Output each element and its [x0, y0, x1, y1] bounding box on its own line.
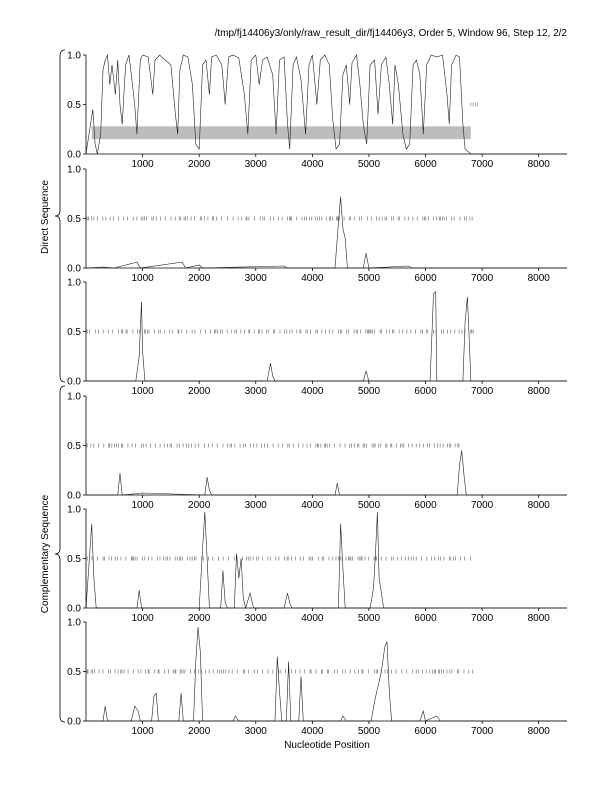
reference-dashes	[87, 330, 473, 334]
x-tick-label: 4000	[301, 273, 324, 284]
x-tick-label: 3000	[244, 273, 267, 284]
x-tick-label: 4000	[301, 159, 324, 170]
direct-sequence-brace	[55, 50, 65, 382]
reference-dashes	[87, 557, 470, 561]
x-tick-label: 7000	[470, 273, 494, 284]
y-tick-label: 1.0	[67, 277, 81, 289]
series-line	[86, 197, 567, 268]
y-tick-label: 1.0	[67, 504, 81, 516]
x-tick-label: 6000	[414, 613, 437, 624]
y-tick-label: 0.0	[67, 490, 81, 502]
x-tick-label: 5000	[357, 159, 381, 170]
y-tick-label: 0.0	[67, 716, 81, 728]
x-tick-label: 7000	[470, 500, 494, 511]
figure-title: /tmp/fj14406y3/only/raw_result_dir/fj14406y3, Order 5, Window 96, Step 12, 2/2	[214, 28, 567, 39]
x-tick-label: 3000	[244, 386, 267, 397]
x-tick-label: 2000	[188, 386, 211, 397]
x-tick-label: 5000	[357, 726, 381, 737]
x-tick-label: 8000	[527, 273, 550, 284]
panels-group	[67, 51, 567, 738]
panel-direct-frame-1	[67, 51, 567, 171]
x-tick-label: 6000	[414, 386, 437, 397]
x-tick-label: 5000	[357, 273, 381, 284]
reference-dashes	[87, 217, 472, 221]
x-tick-label: 6000	[414, 726, 437, 737]
x-tick-label: 4000	[301, 500, 324, 511]
x-tick-label: 1000	[131, 500, 154, 511]
x-tick-label: 7000	[470, 613, 494, 624]
x-tick-label: 2000	[188, 726, 211, 737]
x-tick-label: 3000	[244, 613, 267, 624]
x-tick-label: 8000	[527, 726, 550, 737]
series-line	[86, 450, 567, 495]
threshold-band	[92, 126, 471, 139]
y-tick-label: 0.0	[67, 263, 81, 275]
x-tick-label: 3000	[244, 500, 267, 511]
x-tick-label: 6000	[414, 273, 437, 284]
x-tick-label: 2000	[188, 273, 211, 284]
y-tick-label: 1.0	[67, 617, 81, 629]
x-tick-label: 8000	[527, 159, 550, 170]
x-tick-label: 7000	[470, 726, 494, 737]
panel-direct-frame-3	[67, 278, 567, 398]
y-tick-label: 0.5	[67, 554, 81, 565]
y-tick-label: 0.5	[67, 214, 81, 225]
x-tick-label: 1000	[131, 386, 154, 397]
reference-dashes	[87, 670, 473, 674]
y-tick-label: 0.0	[67, 603, 81, 615]
x-tick-label: 4000	[301, 386, 324, 397]
y-tick-label: 1.0	[67, 50, 81, 62]
x-tick-label: 8000	[527, 386, 550, 397]
y-tick-label: 0.0	[67, 376, 81, 388]
x-tick-label: 1000	[131, 613, 154, 624]
y-tick-label: 1.0	[67, 391, 81, 403]
x-tick-label: 8000	[527, 613, 550, 624]
panel-complementary-frame-3	[67, 618, 567, 738]
x-tick-label: 5000	[357, 500, 381, 511]
reference-dashes	[471, 103, 478, 107]
x-tick-label: 7000	[470, 159, 494, 170]
y-tick-label: 0.5	[67, 100, 81, 111]
x-tick-label: 2000	[188, 159, 211, 170]
x-tick-label: 4000	[301, 613, 324, 624]
direct-sequence-label: Direct Sequence	[40, 180, 51, 254]
y-tick-label: 0.5	[67, 667, 81, 678]
panel-complementary-frame-2	[67, 505, 567, 625]
x-tick-label: 7000	[470, 386, 494, 397]
series-line	[86, 512, 567, 608]
y-tick-label: 0.5	[67, 327, 81, 338]
y-tick-label: 0.5	[67, 441, 81, 452]
x-tick-label: 1000	[131, 726, 154, 737]
x-tick-label: 2000	[188, 613, 211, 624]
reference-dashes	[87, 444, 459, 448]
x-tick-label: 3000	[244, 159, 267, 170]
x-tick-label: 3000	[244, 726, 267, 737]
series-line	[86, 627, 567, 721]
complementary-sequence-label: Complementary Sequence	[40, 494, 51, 614]
x-tick-label: 8000	[527, 500, 550, 511]
x-tick-label: 5000	[357, 613, 381, 624]
x-axis-label: Nucleotide Position	[284, 740, 370, 751]
x-tick-label: 1000	[131, 159, 154, 170]
x-tick-label: 5000	[357, 386, 381, 397]
panel-complementary-frame-1	[67, 392, 567, 512]
complementary-sequence-brace	[55, 386, 65, 722]
x-tick-label: 1000	[131, 273, 154, 284]
x-tick-label: 6000	[414, 500, 437, 511]
y-tick-label: 1.0	[67, 164, 81, 176]
x-tick-label: 2000	[188, 500, 211, 511]
x-tick-label: 6000	[414, 159, 437, 170]
panel-direct-frame-2	[67, 165, 567, 285]
y-tick-label: 0.0	[67, 149, 81, 161]
series-line	[86, 292, 567, 381]
x-tick-label: 4000	[301, 726, 324, 737]
